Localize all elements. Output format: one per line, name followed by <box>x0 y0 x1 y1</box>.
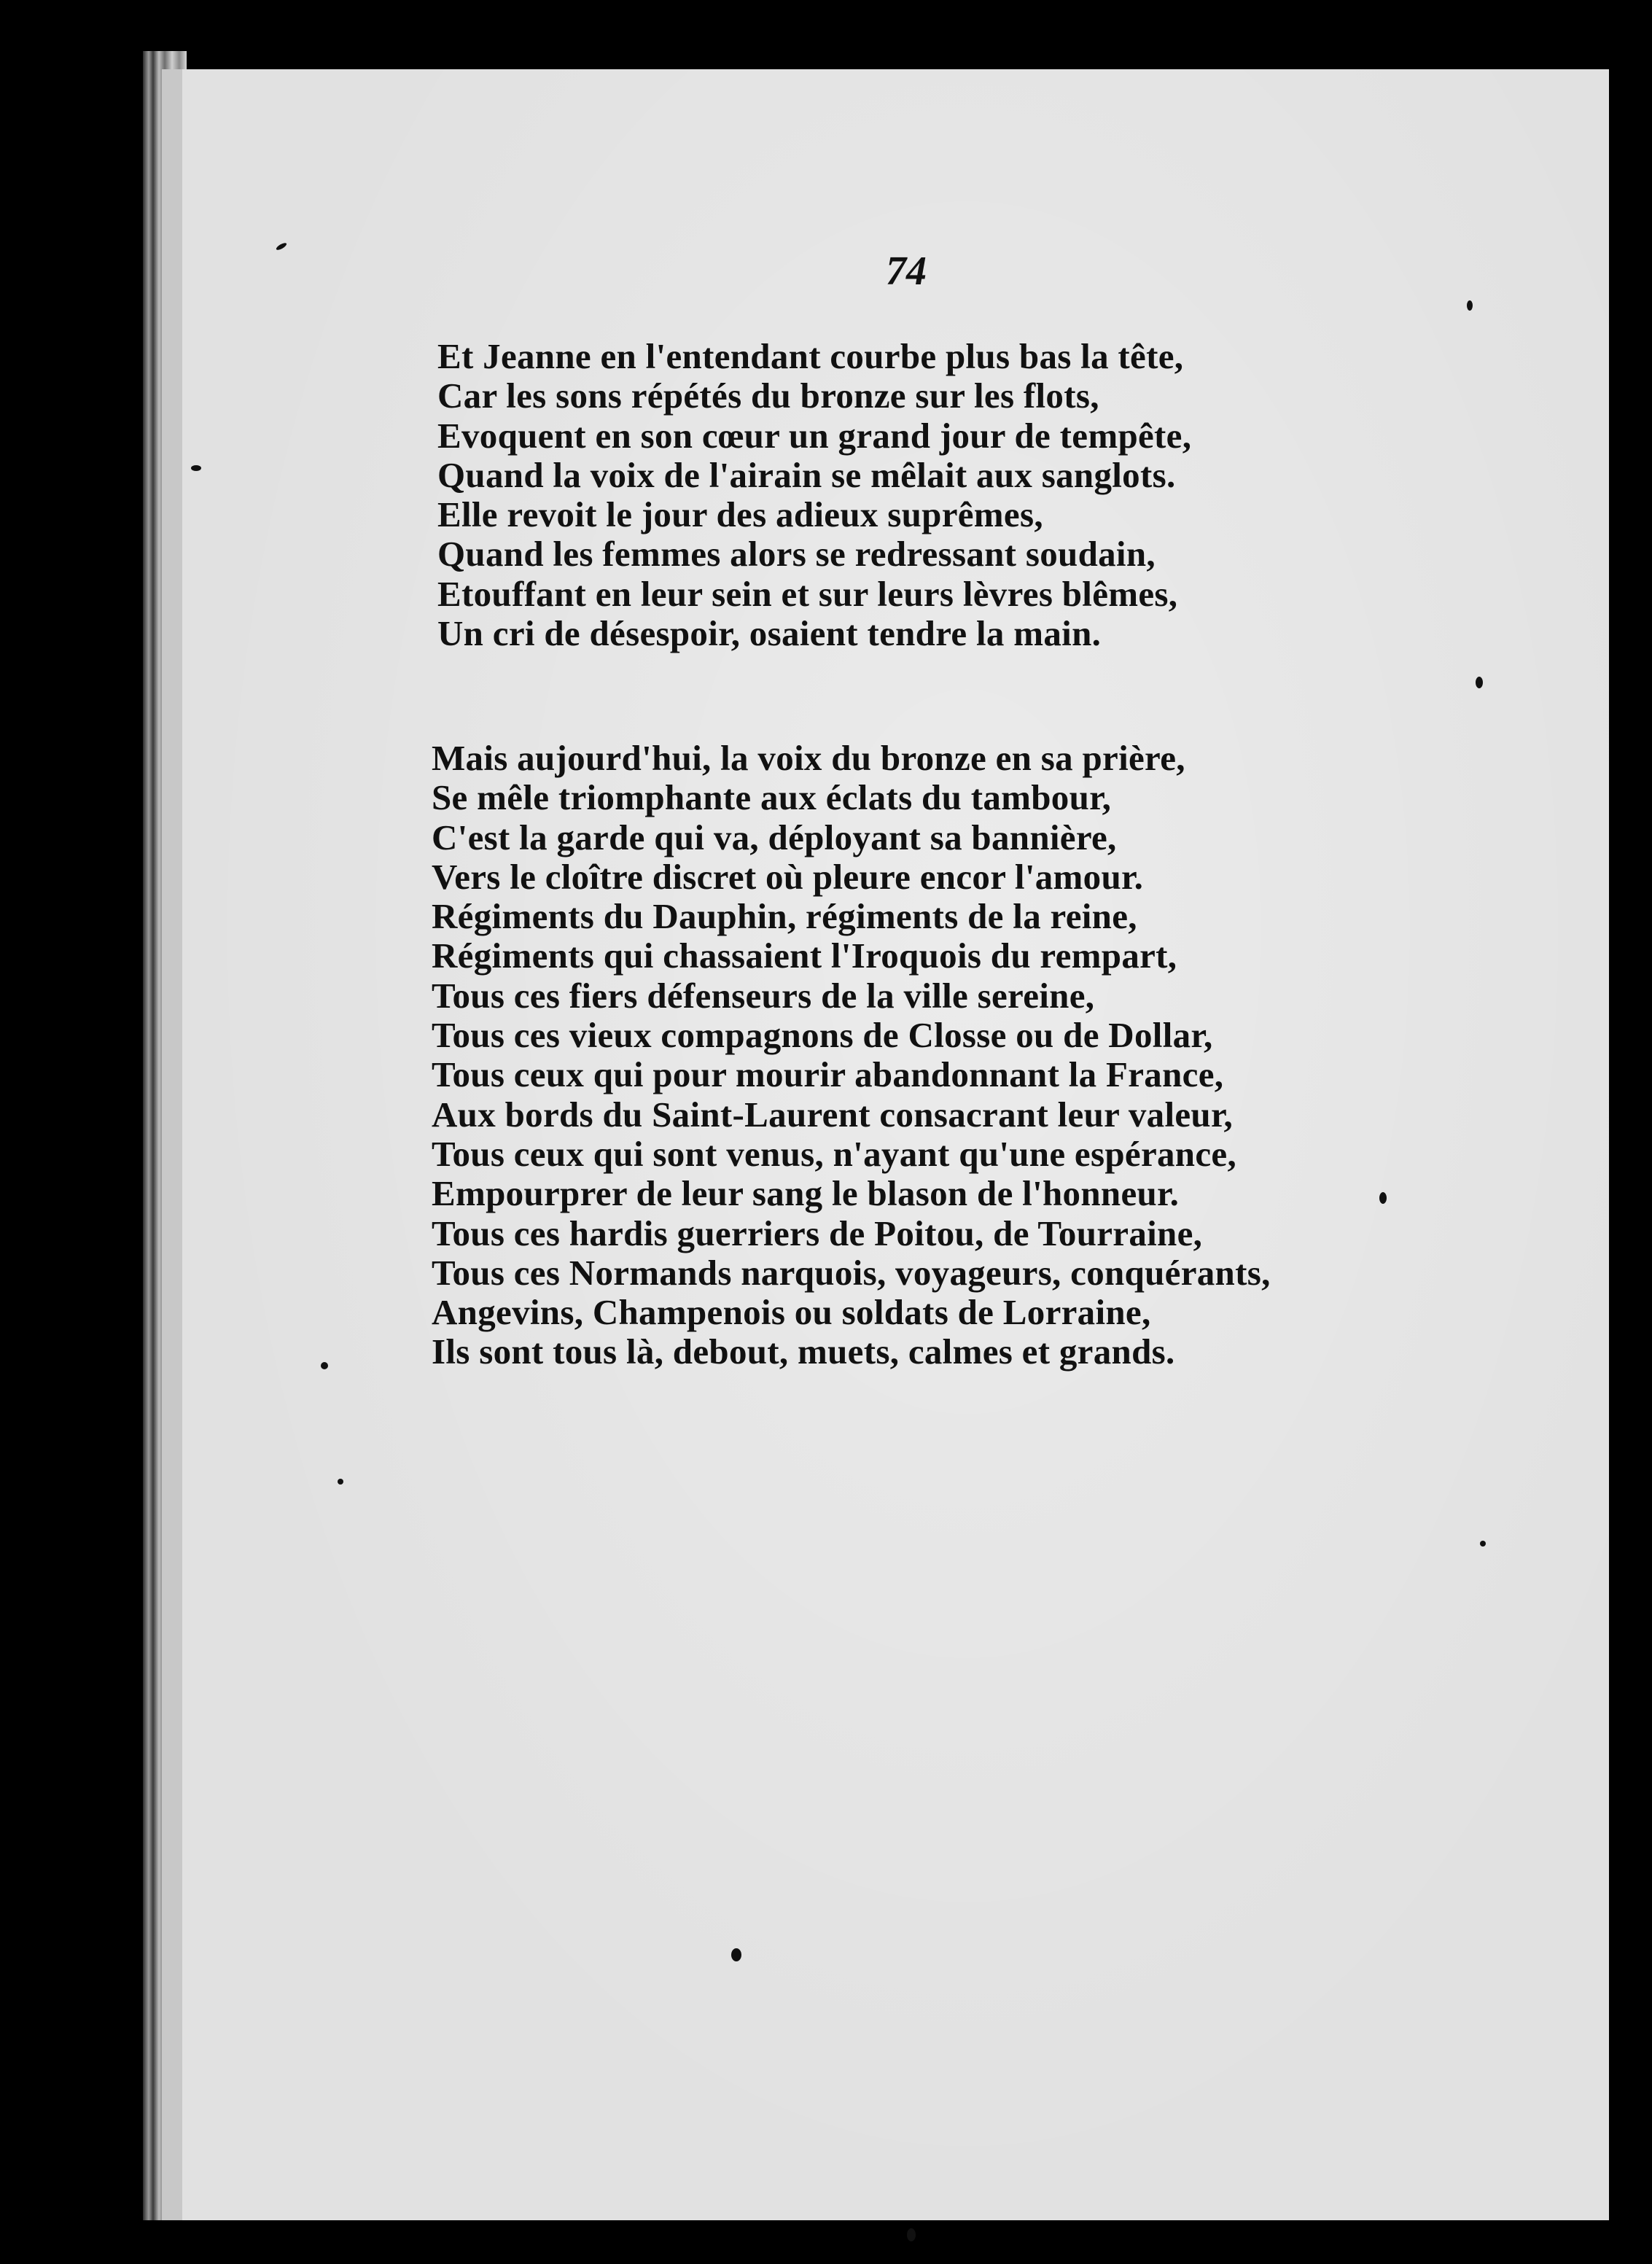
stanza-1 <box>437 337 1191 653</box>
verse-line: Mais aujourd'hui, la voix du bronze en sa prière, <box>432 738 1185 778</box>
verse-line: Régiments qui chassaient l'Iroquois du rempart, <box>432 935 1177 976</box>
verse-line: Angevins, Champenois ou soldats de Lorraine, <box>432 1292 1151 1333</box>
page-number: 74 <box>886 249 927 294</box>
dust-speck <box>1379 1192 1387 1204</box>
verse-line: Ils sont tous là, debout, muets, calmes et grands. <box>432 1331 1175 1372</box>
verse-line: Aux bords du Saint-Laurent consacrant leur valeur, <box>432 1094 1234 1135</box>
verse-line: Et Jeanne en l'entendant courbe plus bas la tête, <box>437 336 1184 376</box>
dust-speck <box>1480 1541 1486 1547</box>
verse-line: Etouffant en leur sein et sur leurs lèvres blêmes, <box>437 573 1178 614</box>
dust-speck <box>338 1479 343 1485</box>
verse-line: Car les sons répétés du bronze sur les flots, <box>437 376 1099 416</box>
dust-speck <box>731 1948 741 1961</box>
dust-speck <box>1467 300 1473 311</box>
verse-line: Quand les femmes alors se redressant soudain, <box>437 534 1156 575</box>
verse-line: Tous ceux qui sont venus, n'ayant qu'une espérance, <box>432 1133 1236 1174</box>
verse-line: Tous ceux qui pour mourir abandonnant la France, <box>432 1054 1224 1095</box>
verse-line: Régiments du Dauphin, régiments de la reine, <box>432 896 1137 937</box>
verse-line: Tous ces hardis guerriers de Poitou, de Tourraine, <box>432 1213 1203 1253</box>
dust-speck <box>907 2228 916 2241</box>
dust-speck <box>191 465 201 471</box>
verse-line: Tous ces Normands narquois, voyageurs, conquérants, <box>432 1252 1271 1293</box>
verse-line: Vers le cloître discret où pleure encor l'amour. <box>432 856 1144 897</box>
verse-line: Evoquent en son cœur un grand jour de tempête, <box>437 415 1192 456</box>
verse-line: Empourprer de leur sang le blason de l'honneur. <box>432 1173 1180 1214</box>
verse-line: Elle revoit le jour des adieux suprêmes, <box>437 494 1043 535</box>
dust-speck <box>1476 677 1483 688</box>
stanza-2 <box>432 739 1271 1372</box>
verse-line: Tous ces fiers défenseurs de la ville sereine, <box>432 975 1095 1016</box>
verse-line: Tous ces vieux compagnons de Closse ou de Dollar, <box>432 1015 1213 1056</box>
verse-line: Quand la voix de l'airain se mêlait aux sanglots. <box>437 454 1176 495</box>
verse-line: C'est la garde qui va, déployant sa bannière, <box>432 817 1117 857</box>
verse-line: Se mêle triomphante aux éclats du tambour, <box>432 777 1112 818</box>
verse-line: Un cri de désespoir, osaient tendre la main. <box>437 613 1102 654</box>
dust-speck <box>321 1362 328 1369</box>
